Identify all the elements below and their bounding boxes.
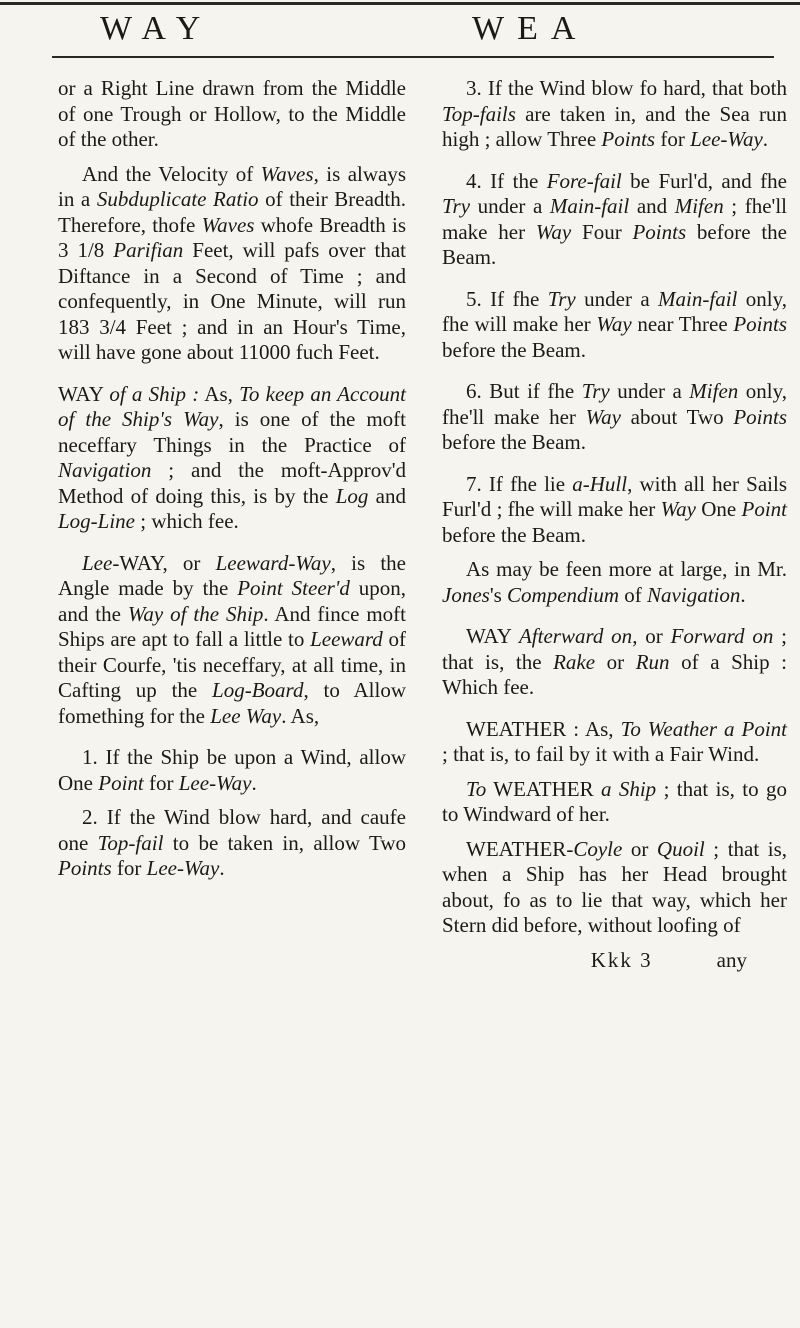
text-run: WEATHER : As, (466, 716, 621, 741)
paragraph (58, 551, 406, 730)
italic-run: Lee-Way (146, 856, 220, 880)
italic-run: Top-fail (97, 830, 164, 855)
italic-run: To (466, 776, 487, 801)
text-run: . (219, 856, 225, 880)
text-run: WEATHER (486, 776, 601, 801)
paragraph (442, 624, 787, 701)
text-run: before the Beam. (442, 337, 587, 362)
italic-run: Points (58, 856, 112, 880)
italic-run: a Ship (600, 776, 657, 801)
italic-run: Top-fails (442, 101, 516, 126)
text-run: of (619, 582, 648, 607)
text-run: As, (199, 381, 240, 406)
right-column (442, 76, 787, 973)
text-run: , is the Angle made by the (58, 550, 406, 600)
signature-line (442, 948, 787, 974)
italic-run: Parifian (113, 238, 184, 262)
header-rule (52, 56, 774, 58)
text-run: 7. If fhe lie (466, 471, 573, 496)
paragraph (442, 717, 787, 768)
text-run: Feet, will pafs over that Diftance in a Second of Time ; and confequently, in One Minute, will run 183 3/4 Feet ; and in an Hour's Time, will have gone about 11000 fuch Feet. (58, 238, 406, 364)
text-run: 5. If fhe (466, 286, 548, 311)
text-run: before the Beam. (442, 219, 787, 269)
italic-run: Way (660, 497, 696, 521)
text-run: of a Ship : Which fee. (442, 649, 787, 699)
italic-run: Try (547, 286, 576, 311)
text-run: before the Beam. (442, 522, 587, 547)
italic-run: Point Steer'd (237, 576, 350, 600)
text-run: 4. If the (466, 168, 547, 193)
text-run: be Furl'd, and fhe (621, 168, 787, 193)
italic-run: To keep an Account of the Ship's Way (58, 381, 406, 431)
paragraph (58, 76, 406, 153)
italic-run: To Weather a Point (620, 716, 788, 741)
text-run: of their Breadth. Therefore, thofe (58, 187, 407, 237)
italic-run: Way (535, 219, 572, 244)
text-run: -WAY, or (112, 550, 216, 575)
text-run: or (622, 836, 657, 861)
italic-run: Leeward (310, 627, 383, 651)
italic-run: Lee (82, 550, 113, 575)
paragraph (442, 837, 787, 939)
italic-run: Point (741, 497, 787, 521)
paragraph (442, 472, 787, 549)
text-run: about Two (620, 404, 734, 429)
text-run: for (143, 770, 179, 795)
italic-run: Rake (553, 649, 596, 674)
text-run: , is always in a (58, 161, 407, 211)
italic-run: Compendium (507, 582, 620, 607)
text-run: , with all her Sails Furl'd ; fhe will make her (442, 471, 788, 521)
italic-run: Way (596, 312, 632, 336)
text-run: of their Courfe, 'tis neceffary, at all time, in Cafting up the (58, 627, 406, 702)
text-run: 3. If the Wind blow fo hard, that both (466, 76, 787, 100)
italic-run: Log-Line (58, 509, 136, 533)
italic-run: Fore-fail (546, 168, 622, 193)
text-run: , to Allow fomething for the (58, 678, 406, 728)
text-run: and (368, 483, 406, 508)
text-run: only, fhe'll make her (442, 379, 787, 429)
italic-run: Quoil (656, 836, 705, 861)
text-run: WAY (58, 381, 110, 406)
text-run: ; that is, to go to Windward of her. (442, 776, 787, 826)
text-run: . And fince moft Ships are apt to fall a little to (58, 601, 406, 651)
italic-run: Points (733, 312, 787, 336)
italic-run: Try (581, 379, 610, 403)
italic-run: Coyle (573, 836, 623, 861)
italic-run: Mifen (689, 379, 739, 403)
signature-mark: Kkk 3 (590, 947, 653, 972)
text-run: . As, (281, 703, 320, 728)
text-run: are taken in, and the Sea run high ; allow Three (442, 101, 787, 151)
text-run: 1. If the Ship be upon a Wind, allow One (58, 745, 406, 795)
text-run: WEATHER- (466, 836, 574, 861)
italic-run: a-Hull (572, 471, 628, 496)
italic-run: Mifen (674, 194, 724, 218)
italic-run: Main-fail (549, 194, 630, 218)
text-run: or a Right Line drawn from the Middle of one Trough or Hollow, to the Middle of the other. (58, 76, 406, 151)
text-run: for (111, 856, 147, 880)
italic-run: Leeward-Way (215, 550, 331, 575)
italic-run: Jones (442, 582, 490, 607)
paragraph (58, 162, 406, 366)
italic-run: of a Ship : (109, 381, 200, 406)
text-run: 6. But if fhe (466, 379, 582, 403)
italic-run: Way (585, 404, 621, 429)
top-rule (0, 2, 800, 5)
paragraph (58, 382, 406, 535)
italic-run: Afterward on (518, 624, 633, 648)
text-run: . (251, 770, 257, 795)
text-run: And the Velocity of (82, 161, 261, 186)
italic-run: Main-fail (658, 286, 738, 311)
text-run: or (595, 649, 636, 674)
italic-run: Navigation (58, 458, 152, 482)
text-run: under a (470, 194, 550, 218)
text-run: . (762, 127, 769, 151)
italic-run: Subduplicate Ratio (96, 187, 259, 211)
text-run: under a (609, 379, 690, 403)
catchword: any (716, 947, 747, 972)
paragraph (58, 745, 406, 796)
text-run: Four (571, 219, 633, 244)
text-run: WAY (466, 624, 519, 648)
text-run: upon, and the (58, 576, 407, 626)
italic-run: Points (632, 219, 687, 244)
text-run: ; that is, when a Ship has her Head brought about, fo as to lie that way, which her Stern did before, without loofing of (442, 836, 787, 937)
paragraph (442, 379, 787, 456)
italic-run: Waves (260, 161, 314, 186)
italic-run: Navigation (647, 582, 741, 607)
text-run: to be taken in, allow Two (163, 830, 406, 855)
text-run: ; which fee. (135, 509, 239, 533)
text-run: only, fhe will make her (442, 286, 787, 336)
text-run: 2. If the Wind blow hard, and caufe one (58, 805, 406, 855)
italic-run: Waves (201, 212, 255, 237)
text-run: whofe Breadth is 3 1/8 (58, 212, 406, 262)
paragraph (58, 805, 406, 882)
text-run: ; that is, the (442, 624, 787, 674)
text-run: near Three (631, 312, 734, 336)
text-run: , or (632, 624, 671, 648)
paragraph (442, 169, 787, 271)
text-run: before the Beam. (442, 430, 587, 454)
text-run: for (655, 127, 691, 151)
italic-run: Try (442, 194, 471, 218)
text-run: One (695, 497, 742, 521)
running-head-right: WEA (472, 10, 589, 47)
paragraph (442, 777, 787, 828)
text-run: As may be feen more at large, in Mr. (466, 557, 787, 581)
italic-run: Lee-Way (178, 770, 252, 795)
text-run: ; fhe'll make her (442, 194, 787, 244)
italic-run: Log-Board (212, 678, 304, 702)
italic-run: Forward on (670, 624, 774, 648)
italic-run: Run (635, 649, 670, 674)
text-run: . (740, 582, 746, 607)
italic-run: Lee Way (210, 703, 282, 728)
text-run: ; that is, to fail by it with a Fair Wind. (442, 742, 760, 766)
paragraph (442, 76, 787, 153)
italic-run: Way of the Ship (127, 601, 264, 626)
italic-run: Points (601, 127, 656, 151)
italic-run: Log (335, 483, 369, 508)
italic-run: Lee-Way (690, 127, 763, 151)
text-run: under a (575, 286, 659, 311)
text-run: ; and the moft-Approv'd Method of doing this, is by the (58, 458, 406, 508)
text-run: 's (489, 582, 508, 607)
text-run: and (629, 194, 675, 218)
left-column (58, 76, 406, 891)
italic-run: Points (733, 404, 787, 429)
text-run: , is one of the moft neceffary Things in the Practice of (58, 407, 407, 457)
paragraph (442, 557, 787, 608)
italic-run: Point (98, 770, 144, 795)
paragraph (442, 287, 787, 364)
running-head-left: WAY (100, 10, 214, 47)
